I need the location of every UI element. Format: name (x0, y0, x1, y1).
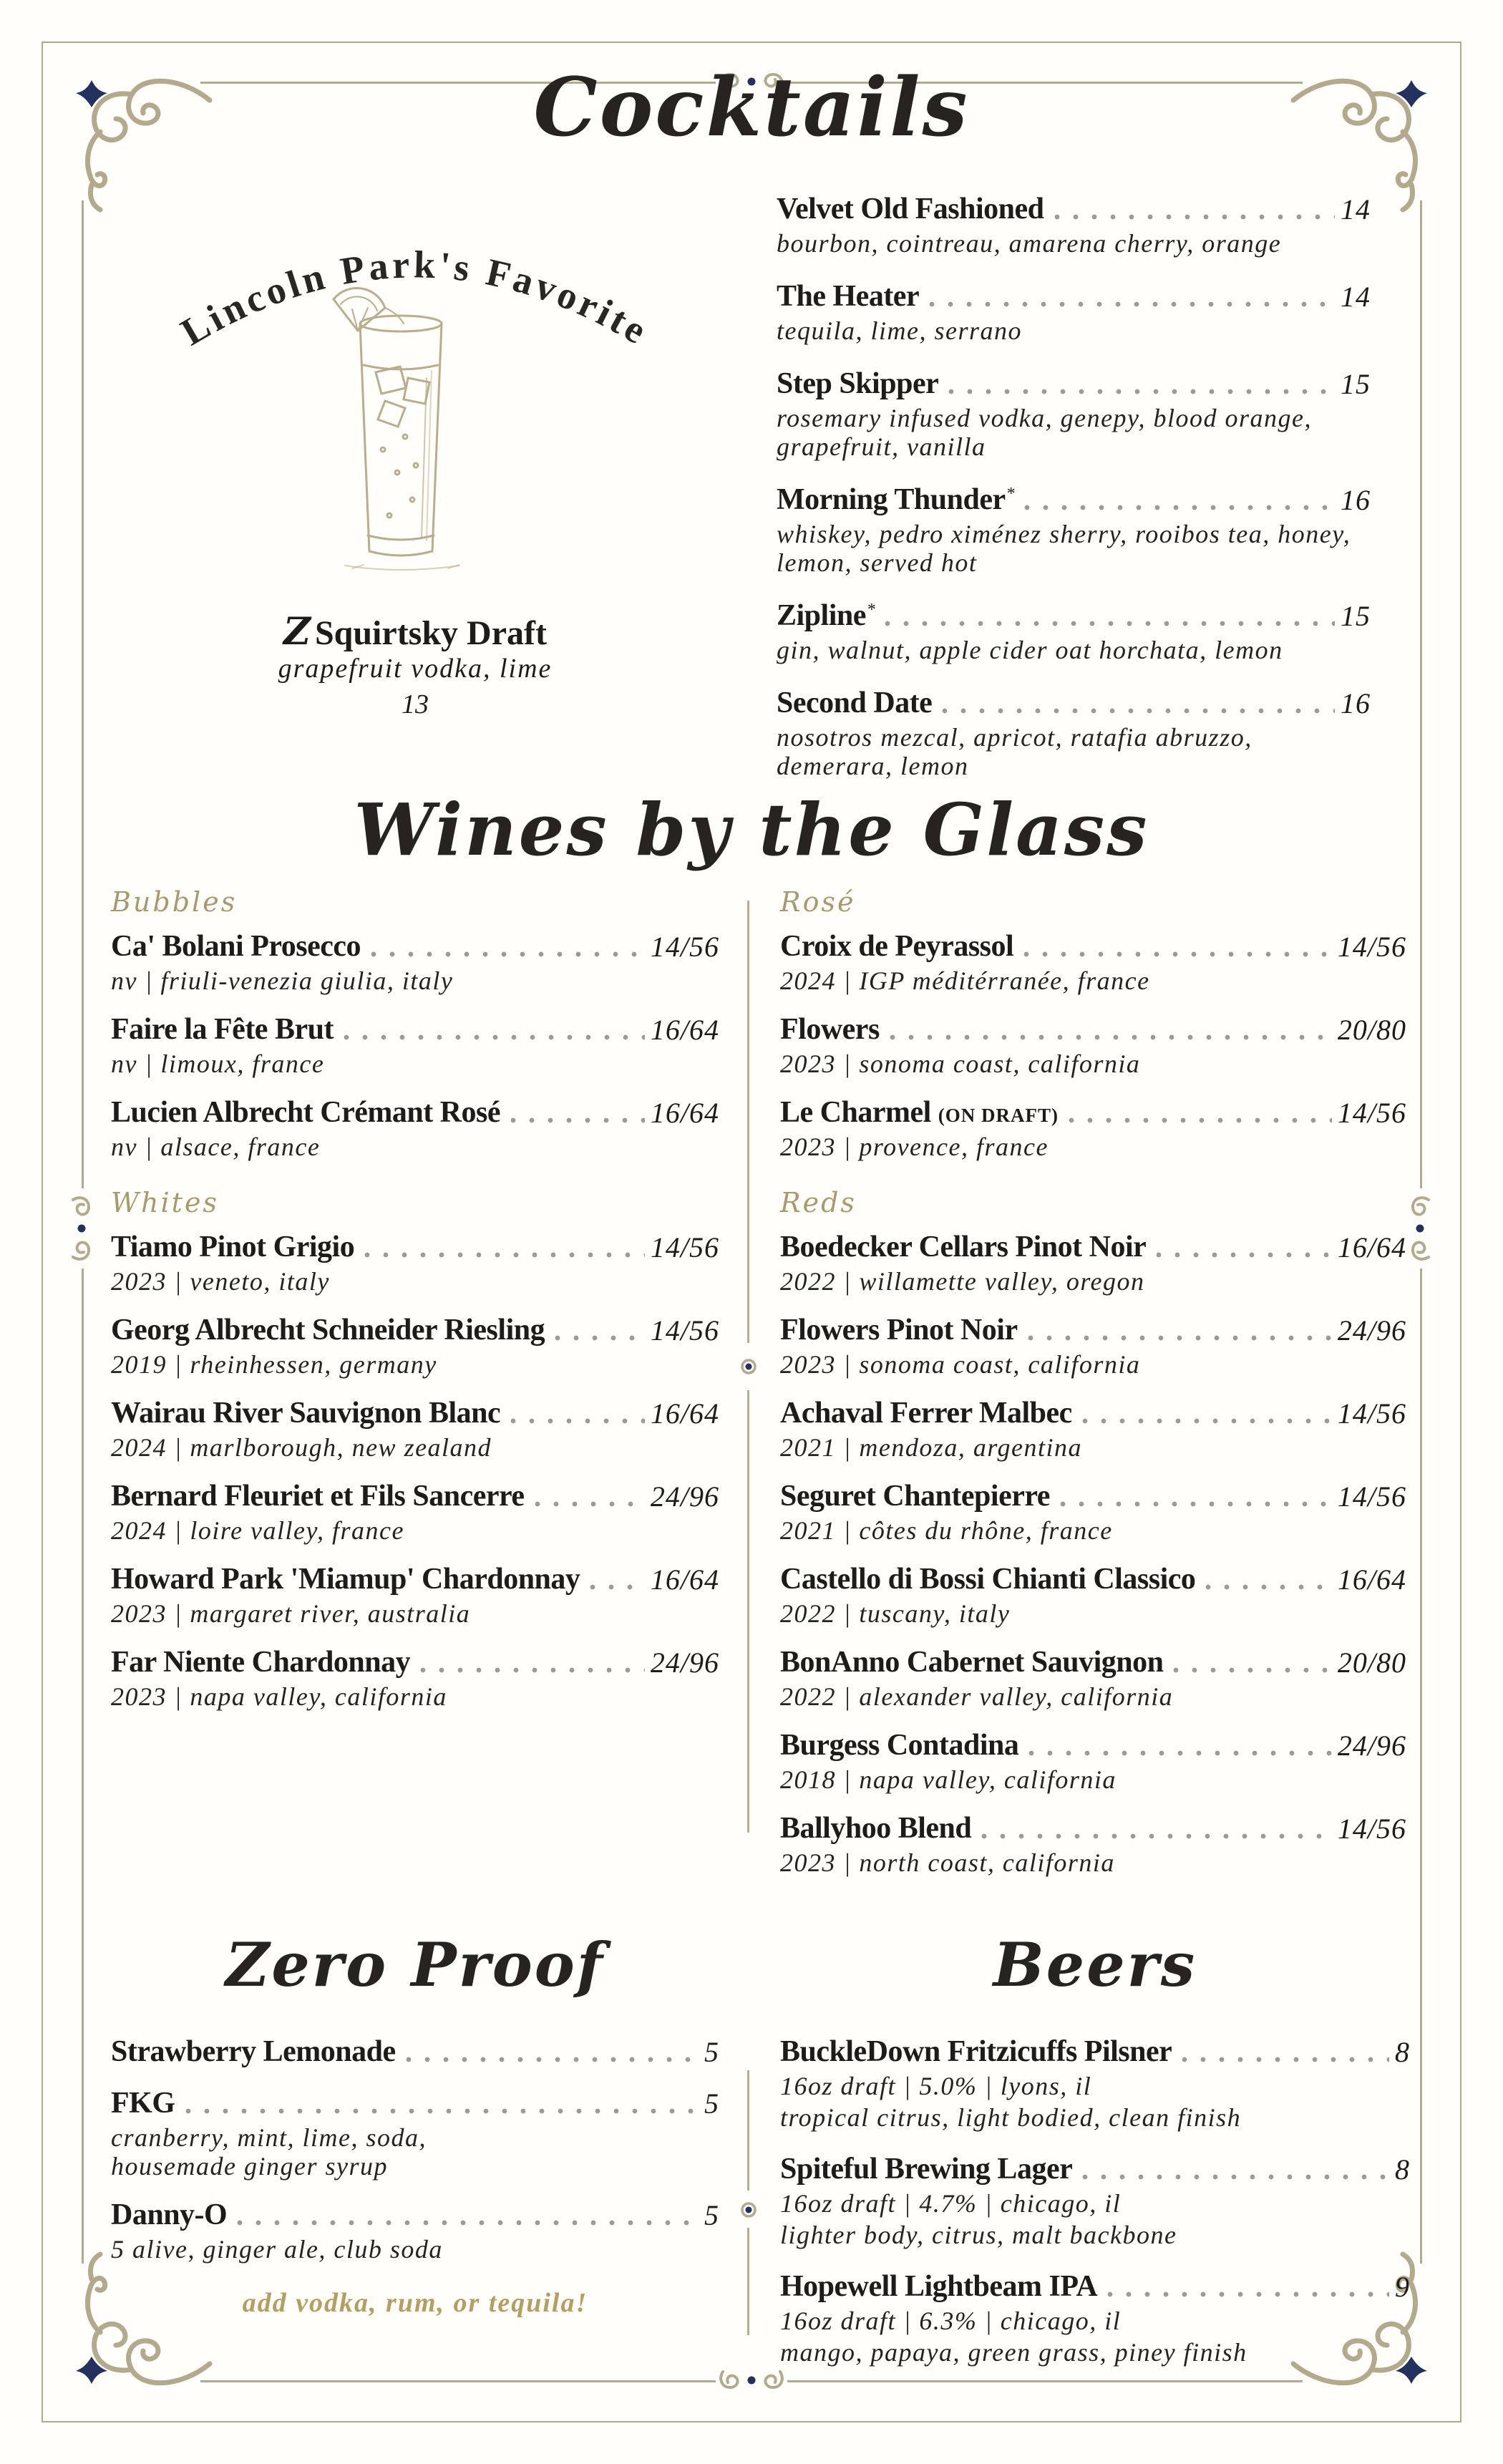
item-name: Le Charmel (780, 1096, 931, 1129)
dotted-leader (1173, 1667, 1331, 1673)
beer-item (780, 2269, 1410, 2367)
dotted-leader (948, 389, 1335, 394)
border-ornament-right-icon (1407, 1193, 1433, 1264)
group-label: Whites (111, 1187, 219, 1218)
item-origin: 2021 | mendoza, argentina (780, 1433, 1083, 1462)
bottom-column-divider (747, 2070, 749, 2191)
item-origin: 2022 | tuscany, italy (780, 1599, 1011, 1628)
dotted-leader (942, 708, 1335, 714)
beer-item (780, 2152, 1410, 2249)
dotted-leader (1028, 1750, 1331, 1756)
item-name: Strawberry Lemonade (111, 2035, 396, 2068)
wine-item (111, 1095, 719, 1161)
dotted-leader (1060, 1501, 1332, 1507)
item-price: 5 (704, 2087, 719, 2120)
beer-item (780, 2034, 1410, 2132)
inner-border-left-upper-segment (82, 200, 84, 1188)
item-name: Ballyhoo Blend (780, 1812, 972, 1845)
item-name: Croix de Peyrassol (780, 930, 1014, 963)
item-price: 9 (1395, 2271, 1410, 2303)
dotted-leader (1024, 505, 1335, 510)
zero-proof-item (111, 2034, 719, 2069)
zero-proof-note: add vodka, rum, or tequila! (242, 2288, 588, 2318)
divider-dot-ornament (738, 1356, 759, 1377)
item-price: 8 (1395, 2153, 1410, 2186)
wine-item (111, 1230, 719, 1296)
item-origin: 2023 | margaret river, australia (111, 1599, 471, 1628)
dotted-leader (929, 301, 1335, 307)
wine-column-right (780, 886, 1406, 1894)
item-price: 15 (1341, 600, 1371, 632)
item-name: Boedecker Cellars Pinot Noir (780, 1231, 1147, 1263)
cocktail-item (777, 279, 1371, 345)
item-desc: cranberry, mint, lime, soda, housemade ginger syrup (111, 2123, 427, 2181)
zero-proof-item (111, 2198, 719, 2264)
inner-border-bottom-left-segment (200, 2380, 716, 2382)
item-specs: 16oz draft | 4.7% | chicago, il (780, 2189, 1122, 2218)
item-price: 14/56 (1337, 1397, 1406, 1430)
cocktail-list (777, 192, 1371, 802)
cocktail-item (777, 482, 1371, 577)
wine-item (111, 1012, 719, 1078)
wine-item (111, 1479, 719, 1545)
wine-item (780, 1095, 1406, 1161)
item-price: 5 (704, 2199, 719, 2231)
item-price: 16/64 (650, 1097, 719, 1129)
beers-heading: Beers (993, 1929, 1197, 2000)
item-name: BonAnno Cabernet Sauvignon (780, 1646, 1164, 1679)
item-name: Morning Thunder (777, 483, 1006, 516)
zero-proof-item (111, 2086, 719, 2181)
item-name: The Heater (777, 280, 920, 313)
wine-item (111, 1396, 719, 1462)
item-price: 24/96 (650, 1480, 719, 1513)
featured-price: 13 (402, 689, 429, 719)
item-origin: 2023 | veneto, italy (111, 1267, 330, 1296)
item-name: Danny-O (111, 2198, 228, 2231)
item-name: Seguret Chantepierre (780, 1480, 1050, 1513)
inner-border-right-lower-segment (1420, 1269, 1422, 2264)
item-origin: 2024 | IGP méditérranée, france (780, 966, 1150, 995)
item-price: 5 (704, 2036, 719, 2068)
wine-item (780, 1728, 1406, 1794)
item-origin: 2022 | willamette valley, oregon (780, 1267, 1145, 1296)
dotted-leader (344, 1034, 645, 1040)
wine-item (111, 1313, 719, 1379)
item-desc: tropical citrus, light bodied, clean finish (780, 2103, 1242, 2132)
dotted-leader (1069, 1117, 1332, 1123)
item-name: Wairau River Sauvignon Blanc (111, 1397, 501, 1430)
dotted-leader (590, 1584, 644, 1590)
dotted-leader (1028, 1335, 1332, 1341)
item-name: BuckleDown Fritzicuffs Pilsner (780, 2035, 1172, 2068)
item-name: Castello di Bossi Chianti Classico (780, 1563, 1196, 1596)
dotted-leader (1054, 214, 1336, 220)
item-price: 16/64 (650, 1563, 719, 1596)
item-desc: rosemary infused vodka, genepy, blood orange, grapefruit, vanilla (777, 404, 1313, 461)
dotted-leader (1082, 1418, 1332, 1424)
item-price: 14/56 (650, 931, 719, 963)
zero-proof-list (111, 2034, 719, 2281)
dotted-leader (420, 1667, 645, 1673)
dotted-leader (510, 1418, 645, 1424)
wine-item (111, 1562, 719, 1628)
item-price: 16 (1341, 484, 1371, 516)
item-price: 24/96 (650, 1646, 719, 1679)
item-name: Spiteful Brewing Lager (780, 2153, 1073, 2186)
item-price: 20/80 (1337, 1646, 1406, 1679)
wine-item (780, 1562, 1406, 1628)
inner-border-right-upper-segment (1420, 200, 1422, 1188)
item-origin: 2023 | sonoma coast, california (780, 1350, 1141, 1379)
cocktail-item (777, 686, 1371, 780)
inner-border-left-lower-segment (82, 1269, 84, 2264)
featured-name-label: Squirtsky Draft (314, 614, 547, 652)
dotted-leader (1156, 1252, 1332, 1258)
group-label: Rosé (780, 886, 856, 918)
divider-dot-ornament (738, 2199, 759, 2221)
lime-wedge (334, 288, 404, 331)
wine-item (780, 929, 1406, 995)
item-origin: 2021 | côtes du rhône, france (780, 1516, 1113, 1545)
item-name: Howard Park 'Miamup' Chardonnay (111, 1563, 580, 1596)
item-desc: lighter body, citrus, malt backbone (780, 2221, 1177, 2249)
border-ornament-bottom-icon (716, 2367, 787, 2393)
wine-item (780, 1811, 1406, 1877)
cocktails-heading: Cocktails (533, 61, 970, 155)
item-specs: 16oz draft | 5.0% | lyons, il (780, 2072, 1092, 2100)
item-name: Bernard Fleuriet et Fils Sancerre (111, 1480, 525, 1513)
item-name: Far Niente Chardonnay (111, 1646, 411, 1679)
dotted-leader (185, 2108, 699, 2114)
dotted-leader (406, 2057, 699, 2062)
wine-column-divider (747, 901, 749, 1343)
item-price: 14/56 (650, 1314, 719, 1347)
item-origin: 2023 | north coast, california (780, 1848, 1115, 1877)
item-name: FKG (111, 2087, 175, 2120)
item-origin: 2023 | sonoma coast, california (780, 1049, 1141, 1078)
item-name: Flowers Pinot Noir (780, 1314, 1018, 1347)
wine-item (111, 1645, 719, 1711)
wine-item (780, 1479, 1406, 1545)
item-name: Achaval Ferrer Malbec (780, 1397, 1072, 1430)
group-label: Reds (780, 1187, 857, 1218)
item-price: 14/56 (1337, 1097, 1406, 1129)
wine-column-left (111, 886, 719, 1728)
wine-group-bubbles (111, 886, 719, 1161)
dotted-leader (364, 1252, 645, 1258)
item-origin: 2023 | provence, france (780, 1132, 1049, 1161)
item-origin: nv | alsace, france (111, 1132, 321, 1161)
dotted-leader (885, 621, 1335, 626)
dotted-leader (1107, 2291, 1389, 2297)
item-price: 14 (1341, 281, 1371, 313)
item-name: Hopewell Lightbeam IPA (780, 2270, 1098, 2303)
item-price: 20/80 (1337, 1014, 1406, 1046)
cocktail-item (777, 598, 1371, 664)
item-price: 8 (1395, 2036, 1410, 2068)
item-name: Step Skipper (777, 367, 939, 400)
dotted-leader (1023, 951, 1332, 957)
wines-heading: Wines by the Glass (354, 787, 1149, 872)
item-desc: bourbon, cointreau, amarena cherry, orange (777, 229, 1282, 258)
item-name-suffix: (ON DRAFT) (938, 1105, 1059, 1126)
wine-item (780, 1396, 1406, 1462)
footnote-mark: * (867, 601, 876, 619)
dotted-leader (555, 1335, 645, 1341)
item-name: Lucien Albrecht Crémant Rosé (111, 1096, 500, 1129)
wine-group-whites (111, 1187, 719, 1711)
item-name: Flowers (780, 1013, 880, 1046)
item-price: 16/64 (650, 1014, 719, 1046)
wine-group-reds (780, 1187, 1406, 1877)
footnote-mark: * (1006, 485, 1016, 503)
item-origin: 2022 | alexander valley, california (780, 1682, 1174, 1711)
item-name: Zipline (777, 599, 866, 632)
item-price: 14/56 (1337, 1480, 1406, 1513)
featured-name (107, 610, 723, 654)
item-price: 14/56 (1337, 931, 1406, 963)
highball-glass-illustration (308, 285, 494, 578)
item-desc: nosotros mezcal, apricot, ratafia abruzzo, demerara, lemon (777, 723, 1252, 780)
item-price: 16/64 (650, 1397, 719, 1430)
item-desc: whiskey, pedro ximénez sherry, rooibos tea, honey, lemon, served hot (777, 520, 1351, 577)
item-origin: 2018 | napa valley, california (780, 1765, 1117, 1794)
dotted-leader (1205, 1584, 1331, 1590)
item-desc: gin, walnut, apple cider oat horchata, lemon (777, 636, 1283, 664)
item-origin: nv | limoux, france (111, 1049, 325, 1078)
svg-text:Lincoln Park's Favorite: Lincoln Park's Favorite (173, 243, 657, 354)
item-name: Burgess Contadina (780, 1729, 1019, 1762)
item-price: 16 (1341, 687, 1371, 719)
wine-group-rose (780, 886, 1406, 1161)
beer-list (780, 2034, 1410, 2387)
item-price: 24/96 (1337, 1314, 1406, 1347)
item-desc: tequila, lime, serrano (777, 316, 1022, 345)
featured-desc: grapefruit vodka, lime (278, 654, 553, 684)
item-specs: 16oz draft | 6.3% | chicago, il (780, 2307, 1122, 2335)
item-price: 14/56 (1337, 1813, 1406, 1845)
item-desc: 5 alive, ginger ale, club soda (111, 2235, 443, 2264)
item-origin: 2024 | marlborough, new zealand (111, 1433, 492, 1462)
item-price: 16/64 (1337, 1231, 1406, 1263)
item-name: Ca' Bolani Prosecco (111, 930, 361, 963)
dotted-leader (981, 1833, 1332, 1839)
border-ornament-left-icon (69, 1193, 94, 1264)
item-price: 16/64 (1337, 1563, 1406, 1596)
item-desc: mango, papaya, green grass, piney finish (780, 2338, 1247, 2367)
cocktail-item (777, 367, 1371, 461)
wine-item (780, 1012, 1406, 1078)
item-origin: nv | friuli-venezia giulia, italy (111, 966, 454, 995)
item-name: Velvet Old Fashioned (777, 193, 1044, 225)
item-name: Second Date (777, 687, 933, 719)
bottom-column-divider (747, 2228, 749, 2335)
wine-column-divider (747, 1390, 749, 1833)
dotted-leader (535, 1501, 645, 1507)
group-label: Bubbles (111, 886, 238, 918)
item-price: 15 (1341, 368, 1371, 400)
item-price: 14/56 (650, 1231, 719, 1263)
wine-item (111, 929, 719, 995)
item-origin: 2023 | napa valley, california (111, 1682, 447, 1711)
item-price: 24/96 (1337, 1730, 1406, 1762)
item-origin: 2019 | rheinhessen, germany (111, 1350, 437, 1379)
item-name: Georg Albrecht Schneider Riesling (111, 1314, 545, 1347)
cocktail-item (777, 192, 1371, 258)
wine-item (780, 1313, 1406, 1379)
item-price: 14 (1341, 193, 1371, 225)
dotted-leader (510, 1117, 645, 1123)
dotted-leader (1182, 2057, 1389, 2062)
dotted-leader (237, 2220, 699, 2226)
item-origin: 2024 | loire valley, france (111, 1516, 404, 1545)
wine-item (780, 1645, 1406, 1711)
dotted-leader (890, 1034, 1332, 1040)
dotted-leader (1082, 2174, 1389, 2180)
script-initial: Z (283, 610, 311, 654)
dotted-leader (371, 951, 645, 957)
item-name: Faire la Fête Brut (111, 1013, 334, 1046)
wine-item (780, 1230, 1406, 1296)
item-name: Tiamo Pinot Grigio (111, 1231, 355, 1263)
zero-proof-heading: Zero Proof (225, 1929, 605, 2000)
